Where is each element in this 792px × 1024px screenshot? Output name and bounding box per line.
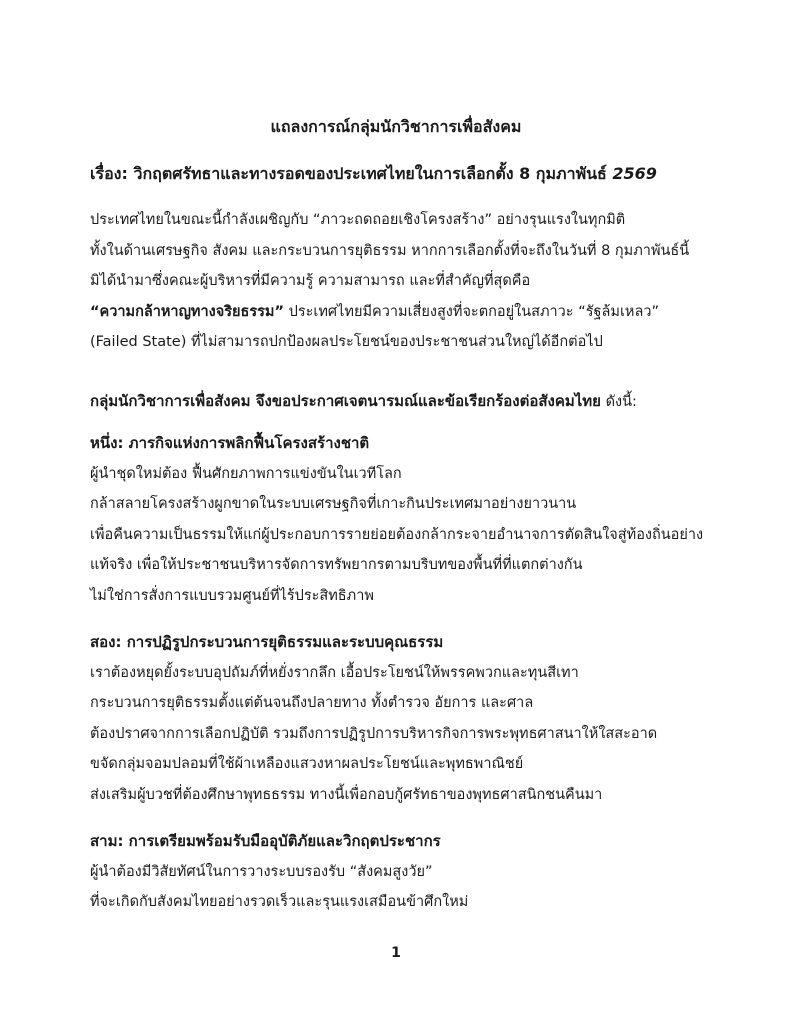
section-heading: สอง: การปฏิรูปกระบวนการยุติธรรมและระบบคุณธรรม — [90, 633, 444, 651]
document-title: แถลงการณ์กลุ่มนักวิชาการเพื่อสังคม — [270, 117, 522, 136]
intro-line: ประเทศไทยในขณะนี้กำลังเผชิญกับ “ภาวะถดถอยเชิงโครงสร้าง” อย่างรุนแรงในทุกมิติ — [90, 212, 626, 228]
intro-paragraph — [90, 205, 730, 358]
intro-line — [90, 297, 730, 328]
section-line: ผู้นำต้องมีวิสัยทัศน์ในการวางระบบรองรับ “สังคมสูงวัย” — [90, 863, 433, 880]
call-rest: ดังนี้: — [600, 394, 637, 410]
subject-text: เรื่อง: วิกฤตศรัทธาและทางรอดของประเทศไทยในการเลือกตั้ง 8 กุมภาพันธ์ — [90, 164, 613, 183]
section-line: กระบวนการยุติธรรมตั้งแต่ต้นจนถึงปลายทาง ทั้งตำรวจ อัยการ และศาล — [90, 695, 534, 711]
section-line: ขจัดกลุ่มจอมปลอมที่ใช้ผ้าเหลืองแสวงหาผลประโยชน์และพุทธพาณิชย์ — [90, 756, 524, 772]
section-line: ที่จะเกิดกับสังคมไทยอย่างรวดเร็วและรุนแรงเสมือนข้าศึกใหม่ — [90, 894, 469, 910]
intro-line: ทั้งในด้านเศรษฐกิจ สังคม และกระบวนการยุติธรรม หากการเลือกตั้งที่จะถึงในวันที่ 8 กุมภาพันธ์นี้ — [90, 242, 690, 259]
call-bold: กลุ่มนักวิชาการเพื่อสังคม จึงขอประกาศเจตนารมณ์และข้อเรียกร้องต่อสังคมไทย — [90, 392, 601, 410]
section-heading: สาม: การเตรียมพร้อมรับมืออุบัติภัยและวิกฤตประชากร — [90, 832, 441, 850]
section-line: ผู้นำชุดใหม่ต้อง ฟื้นศักยภาพการแข่งขันในเวทีโลก — [90, 465, 402, 482]
call-to-society — [90, 386, 730, 418]
section-line: กล้าสลายโครงสร้างผูกขาดในระบบเศรษฐกิจที่เกาะกินประเทศมาอย่างยาวนาน — [90, 496, 577, 512]
section-one — [90, 428, 730, 611]
subject-year: 2569 — [612, 164, 657, 183]
section-line: ส่งเสริมผู้บวชที่ต้องศึกษาพุทธธรรม ทางนี้เพื่อกอบกู้ศรัทธาของพุทธศาสนิกชนคืนมา — [90, 786, 603, 803]
section-three — [90, 826, 730, 918]
call-line — [90, 386, 730, 418]
section-two — [90, 627, 730, 810]
intro-line-rest: ประเทศไทยมีความเสี่ยงสูงที่จะตกอยู่ในสภาวะ “รัฐล้มเหลว” — [284, 303, 660, 320]
section-line: แท้จริง เพื่อให้ประชาชนบริหารจัดการทรัพยากรตามบริบทของพื้นที่ที่แตกต่างกัน — [90, 557, 583, 573]
section-line: เราต้องหยุดยั้งระบบอุปถัมภ์ที่หยั่งรากลึก เอื้อประโยชน์ให้พรรคพวกและทุนสีเทา — [90, 664, 579, 681]
moral-courage-emphasis: “ความกล้าหาญทางจริยธรรม” — [90, 303, 285, 320]
document-subject — [90, 164, 730, 184]
section-line: เพื่อคืนความเป็นธรรมให้แก่ผู้ประกอบการรายย่อยต้องกล้ากระจายอำนาจการตัดสินใจสู่ท้องถิ่นอย่าง — [90, 526, 704, 543]
section-heading: หนึ่ง: ภารกิจแห่งการพลิกฟื้นโครงสร้างชาติ — [90, 434, 370, 452]
page-number: 1 — [391, 945, 401, 961]
intro-line: มิได้นำมาซึ่งคณะผู้บริหารที่มีความรู้ ความสามารถ และที่สำคัญที่สุดคือ — [90, 273, 531, 289]
intro-line: (Failed State) ที่ไม่สามารถปกป้องผลประโยชน์ของประชาชนส่วนใหญ่ได้อีกต่อไป — [90, 334, 603, 350]
section-line: ไม่ใช่การสั่งการแบบรวมศูนย์ที่ไร้ประสิทธิภาพ — [90, 587, 374, 604]
section-line: ต้องปราศจากการเลือกปฏิบัติ รวมถึงการปฏิรูปการบริหารกิจการพระพุทธศาสนาให้ใสสะอาด — [90, 725, 658, 742]
